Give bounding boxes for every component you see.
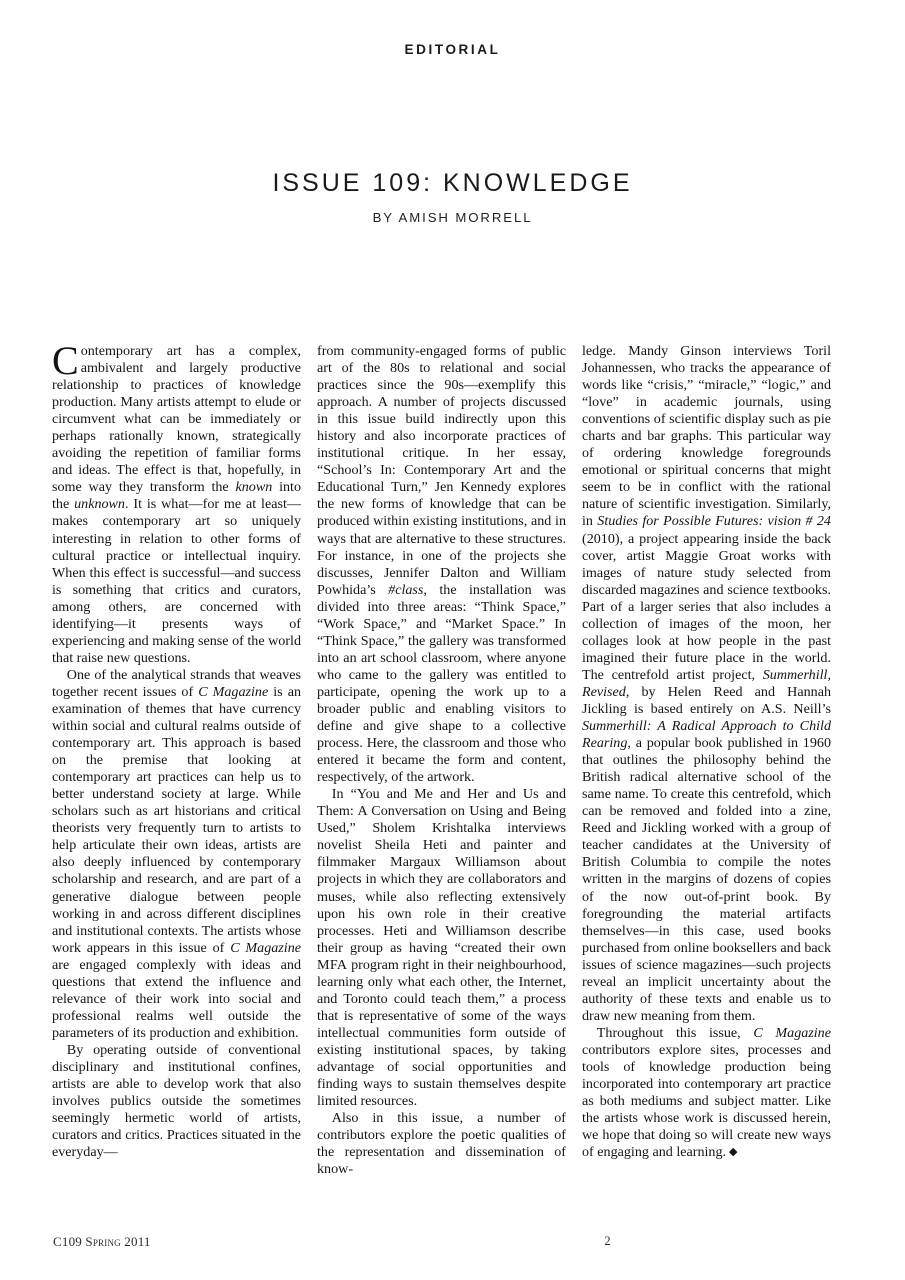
column-left: [52, 338, 302, 1178]
small-caps-mfa: MFA: [317, 956, 348, 973]
italic-summerhill-revised: Summerhill, Revised: [582, 666, 831, 700]
italic-c-magazine: C Magazine: [753, 1024, 831, 1041]
paragraph-text: from community-engaged forms of public art of the 80s to relational and social practices since the 90s—exemplify this approach. A number of projects discussed in this issue build indirectly upon this history and also incorporate practices of institutional critique. In her essay, “School’s In: Contemporary Art and the Educational Turn,” Jen Kennedy explores the new forms of knowledge that can be produced within existing institutions, and in ways that are alternative to these structures. For instance, in one of the projects she discusses, Jennifer Dalton and William Powhida’s: [317, 343, 566, 598]
page-title: ISSUE 109: KNOWLEDGE: [272, 169, 633, 197]
paragraph-text: , a popular book published in 1960 that outlines the philosophy behind the British radical alternative school of the same name. To create this centrefold, which can be removed and folded into a zine, Reed and Jickling worked with a group of teacher candidates at the University of British Columbia to compile the notes written in the margins of dozens of copies of the now out-of-print book. By foregrounding the material artifacts themselves—in this case, used books purchased from online booksellers and back issues of science magazines—such projects reveal an implicit uncertainty about the authority of these texts and enable us to draw new meaning from them.: [582, 735, 831, 1024]
column-right: [582, 343, 831, 1178]
paragraph-left-2: [52, 667, 301, 1042]
italic-summerhill-radical-approach: Summerhill: A Radical Approach to Child Rearing: [582, 718, 831, 752]
running-head: EDITORIAL: [404, 42, 501, 57]
paragraph-text: program right in their neighbourhood, learning only what each other, the Internet, and Toronto could teach them,” a process that is representative of some of the ways intellectual communities form outside of existing institutional spaces, by taking advantage of social opportunities and finding ways to sustain themselves despite limited resources.: [317, 956, 566, 1110]
italic-unknown: unknown: [74, 496, 125, 513]
paragraph-text: Throughout this issue,: [596, 1024, 754, 1041]
page-footer: [0, 1220, 905, 1280]
end-mark-icon: ◆: [729, 1146, 738, 1159]
paragraph-text: contributors explore sites, processes and tools of knowledge production being incorporated into contemporary art practice as both mediums and subject matter. Like the artists whose work is discussed herein, we hope that doing so will create new ways of engaging and learning.: [582, 1041, 831, 1161]
paragraph-middle-1: [317, 343, 566, 786]
paragraph-text: ledge. Mandy Ginson interviews Toril Johannessen, who tracks the appearance of words like “crisis,” “miracle,” “logic,” and “love” in academic journals, using conventions of scientific display such as pie charts and bar graphs. This particular way of ordering knowledge foregrounds emotional or spiritual concerns that might seem to be in conflict with the rational nature of scientific investigation. Similarly, in: [582, 343, 831, 530]
italic-c-magazine: C Magazine: [230, 939, 301, 956]
paragraph-text: (2010), a project appearing inside the back cover, artist Maggie Groat works with images of nature study selected from discarded magazines and science textbooks. Part of a larger series that also includes a collection of images of the moon, her collages look at how people in the past imagined their future place in the world. The centrefold artist project,: [582, 530, 831, 683]
italic-studies-for-possible-futures: Studies for Possible Futures: vision # 24: [597, 513, 831, 530]
footer-issue-label: C109 Spring 2011: [53, 1234, 151, 1249]
paragraph-right-2: [582, 1025, 831, 1161]
paragraph-text: One of the analytical strands that weaves together recent issues of: [52, 666, 301, 700]
paragraph-text: , by Helen Reed and Hannah Jickling is based entirely on A.S. Neill’s: [582, 683, 831, 717]
paragraph-text: . It is what—for me at least—makes contemporary art so uniquely interesting in relation to other forms of cultural practice or intellectual inquiry. When this effect is successful—and success is something that critics and curators, among others, are concerned with identifying—it presents ways of experiencing and making sense of the world that raise new questions.: [52, 496, 301, 666]
italic-known: known: [235, 479, 273, 496]
byline: BY AMISH MORRELL: [372, 209, 533, 225]
paragraph-text: In “You and Me and Her and Us and Them: A Conversation on Using and Being Used,” Sholem Krishtalka interviews novelist Sheila Heti and painter and filmmaker Margaux Williamson about projects in which they are collaborators and muses, while also reflecting extensively upon his own role in their creative processes. Heti and Williamson describe their group as having “created their own: [317, 786, 566, 956]
footer-page-number: 2: [604, 1234, 611, 1248]
paragraph-text: ontemporary art has a complex, ambivalent and largely productive relationship to practices of knowledge production. Many artists attempt to elude or circumvent what can be immediately or perhaps rationally known, strategically avoiding the repetition of familiar forms and ideas. The effect is that, hopefully, in some way they transform the: [52, 343, 301, 496]
paragraph-middle-2: [317, 786, 566, 1110]
title-block: [0, 170, 905, 225]
paragraph-left-1: [52, 338, 302, 667]
paragraph-left-3: By operating outside of conventional disciplinary and institutional confines, artists are able to develop work that also involves publics outside the sometimes seemingly hermetic world of artists, curators and critics. Practices situated in the everyday—: [52, 1041, 301, 1161]
paragraph-text: is an examination of themes that have currency within social and cultural realms outside of contemporary art. This approach is based on the premise that looking at contemporary art practices can help us to better understand society at large. While scholars such as art historians and critical theorists very frequently turn to artists to help articulate their own ideas, artists are also deeply influenced by contemporary scholarship and research, and are part of a generative dialogue between people working in and across different disciplines and institutional contexts. The artists whose work appears in this issue of: [52, 683, 302, 956]
body-columns: [52, 338, 852, 1178]
paragraph-right-1: [582, 343, 831, 1025]
italic-c-magazine: C Magazine: [198, 683, 269, 700]
paragraph-text: are engaged complexly with ideas and questions that extend the influence and relevance of their work into social and professional realms well outside the parameters of its production and exhibition.: [52, 956, 301, 1041]
paragraph-text: into the: [52, 479, 302, 513]
paragraph-text: , the installation was divided into three areas: “Think Space,” “Work Space,” and “Market Space.” In “Think Space,” the gallery was transformed into an art school classroom, where anyone who came to the gallery was entitled to participate, opening the work up to a broader public and enabling visitors to define and give shape to a collective process. Here, the classroom and those who entered it became the form and content, respectively, of the artwork.: [317, 581, 566, 786]
paragraph-middle-3: Also in this issue, a number of contributors explore the poetic qualities of the representation and dissemination of know-: [317, 1110, 566, 1178]
drop-cap: C: [52, 338, 79, 383]
column-middle: [317, 343, 566, 1178]
italic-hashclass: #class: [388, 581, 424, 598]
